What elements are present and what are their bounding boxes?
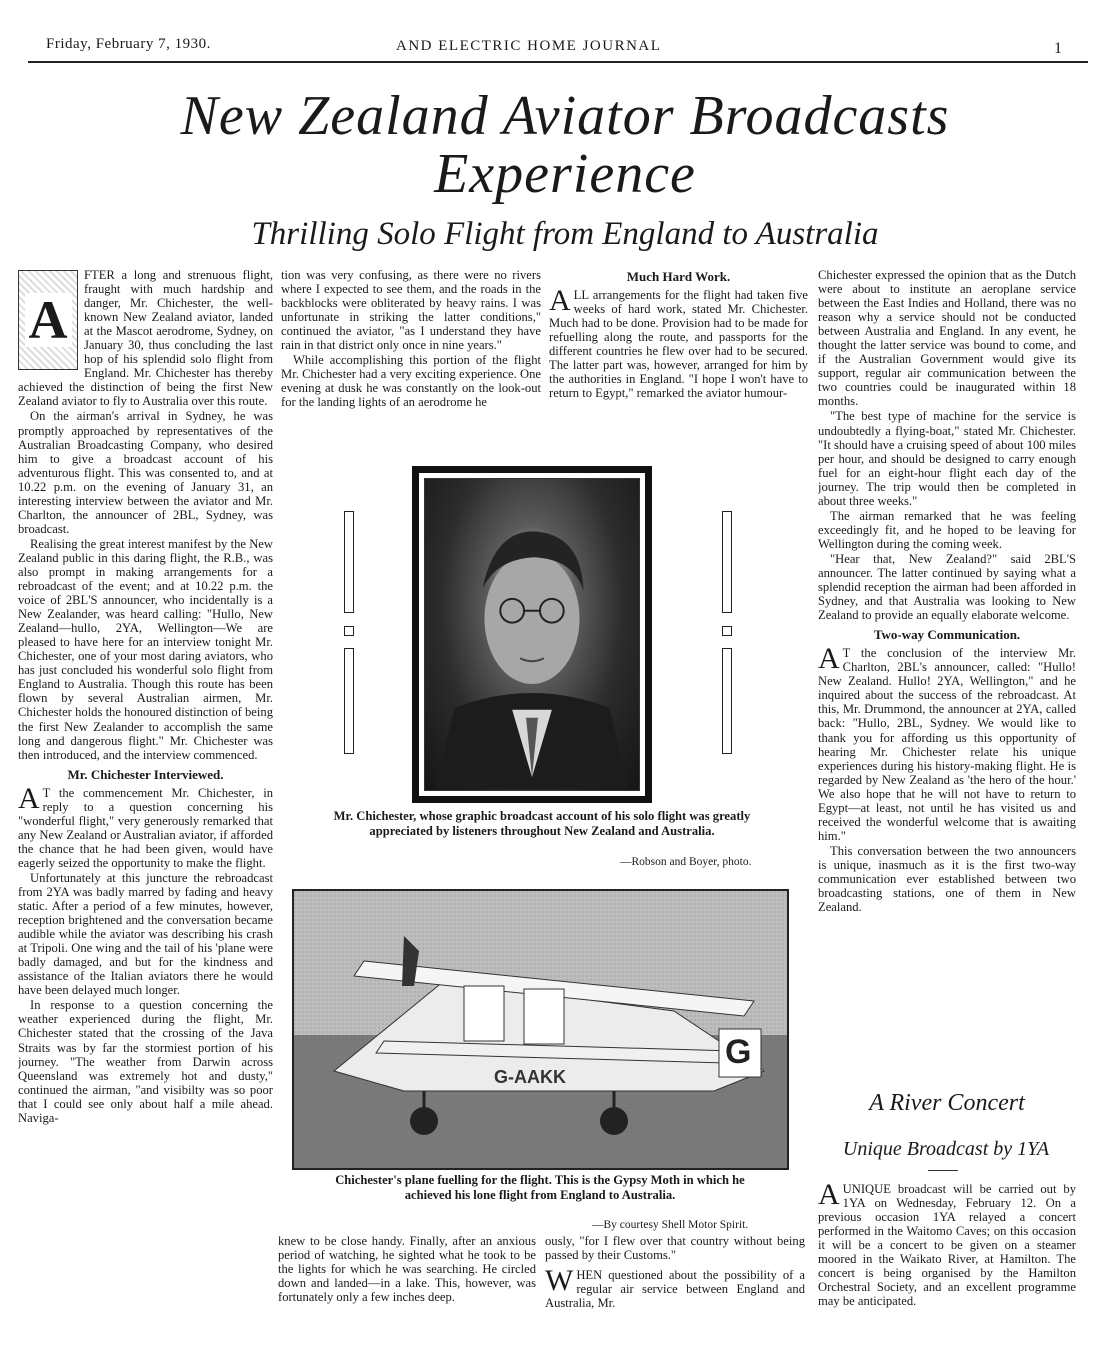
ornament-rule <box>928 1170 958 1171</box>
column-3-top <box>549 268 808 450</box>
registration-label: G-AAKK <box>494 1067 566 1087</box>
page-number: 1 <box>1054 40 1063 57</box>
ornamental-initial: A <box>18 270 78 370</box>
paragraph: This conversation between the two announcers is unique, inasmuch as it is the first two-way communication ever established between two broadcasting stations, one of them in New Zealand. <box>818 843 1076 915</box>
river-concert-title: A River Concert <box>869 1090 1025 1116</box>
paragraph: While accomplishing this portion of the flight Mr. Chichester had a very exciting experience. One evening at dusk he was constantly on the look-out for the landing lights of an aerodrome he <box>281 353 541 410</box>
divider-ornament <box>344 648 354 754</box>
paragraph: On the airman's arrival in Sydney, he was promptly approached by representatives of the Australian Broadcasting Company, who desired him to give a broadcast account of his adventurous flight. This was consented to, and at 10.22 p.m. on the evening of January 31, an interesting interview between the aviator and Mr. Charlton, the announcer of 2BL, Sydney, was broadcast. <box>18 409 273 536</box>
paragraph: Realising the great interest manifest by the New Zealand public in this daring flight, the R.B., was also prompt in making arrangements for a rebroadcast of the event; and at 10.22 p.m. the voice of 2BL'S announcer, who incidentally is a New Zealander, was heard calling: "Hullo, New Zealand—hullo, 2YA, Wellington—We are pleased to have here for an interview tonight Mr. Chichester, one of your most daring aviators, who has just concluded his wonderful solo flight from England to Australia. Though this route has been flown by several Australian airmen, Mr. Chichester holds the honoured distinction of being the first New Zealander to accomplish the same long and dangerous flight." Mr. Chichester was then introduced, and the interview commenced. <box>18 536 273 762</box>
lead-paragraph: FTER a long and strenuous flight, fraught with much hardship and danger, Mr. Chichester, the well-known New Zealand aviator, landed at the Mascot aerodrome, Sydney, on January 30, thus concluding the last hop of his splendid solo flight from England. Mr. Chichester has thereby achieved the distinction of being the first New Zealand aviator to fly to Australia over this route. <box>18 268 273 409</box>
column-1 <box>18 268 273 1348</box>
paragraph: "Hear that, New Zealand?" said 2BL'S announcer. The latter continued by saying what a splendid reception the airman had been afforded in Sydney, and that Australia was looking to New Zealand to provide an equally elaborate welcome. <box>818 551 1076 623</box>
divider-ornament <box>722 626 732 636</box>
paragraph: A T the commencement Mr. Chichester, in reply to a question concerning his "wonderful flight," very generously remarked that any New Zealand or Australian aviator, if afforded the chance that he had been given, would have eagerly seized the opportunity to make the flight. <box>18 781 273 870</box>
headline-line2: Experience <box>434 143 696 205</box>
paragraph: WHEN questioned about the possibility of a regular air service between England and Australia, Mr. <box>545 1264 805 1311</box>
drop-cap: A <box>818 1182 840 1211</box>
section-heading: Mr. Chichester Interviewed. <box>67 766 224 782</box>
paragraph: ously, "for I flew over that country without being passed by their Customs." <box>545 1234 805 1263</box>
paragraph: ALL arrangements for the flight had taken five weeks of hard work, stated Mr. Chichester. Much had to be done. Provision had to be made for refuelling along the route, and passports for the different countries he flew over had to be secured. The latter part was, however, arranged for him by the authorities in England. "I hope I won't have to return to Egypt," remarked the aviator humour- <box>549 284 808 401</box>
column-2-bottom <box>278 1234 536 1349</box>
divider-ornament <box>722 648 732 754</box>
drop-cap: A <box>549 284 571 318</box>
drop-cap: A <box>818 642 840 676</box>
divider-ornament <box>344 626 354 636</box>
paragraph: The airman remarked that he was feeling exceedingly fit, and he hoped to be leaving for Wellington during the coming week. <box>818 508 1076 551</box>
drop-cap: W <box>545 1264 574 1298</box>
issue-date: Friday, February 7, 1930. <box>46 36 211 52</box>
river-concert-body <box>818 1182 1076 1352</box>
paragraph: "The best type of machine for the service is undoubtedly a flying-boat," stated Mr. Chichester. "It should have a cruising speed of about 100 miles per hour, and should be designed to carry enough fuel for an eight-hour flight each day of the journey. The trip would then be completed in about three weeks." <box>818 409 1076 508</box>
paragraph: A T the conclusion of the interview Mr. Charlton, 2BL's announcer, called: "Hullo! New Zealand. Hullo! 2YA, Wellington," and he inquired about the success of the rebroadcast. At this, Mr. Drummond, the announcer at 2YA, called back: "Hullo, 2BL, Sydney. We would like to thank you for affording us this opportunity of hearing Mr. Chichester relate his unique experiences during his history-making flight. He is regarded by New Zealand as 'the hero of the hour.' We also hope that he will not have to return to Egypt—at least, not until he has visited us and received the wonderful welcome that is awaiting him." <box>818 642 1076 843</box>
header-rule <box>28 61 1088 63</box>
aircraft-photo <box>292 889 789 1170</box>
divider-ornament <box>722 511 732 613</box>
column-3-bottom <box>545 1234 805 1349</box>
aircraft-illustration <box>294 891 789 1170</box>
portrait-caption: Mr. Chichester, whose graphic broadcast account of his solo flight was greatly appreciated by listeners throughout New Zealand and Australia. <box>333 809 751 838</box>
column-2-top <box>281 268 541 450</box>
paragraph: Chichester expressed the opinion that as the Dutch were about to institute an aeroplane service between the East Indies and Holland, there was no reason why a service should not be conducted between Australia and England. In any event, he thought the latter service was bound to come, and if the Australian Government would give its support, regular air communication between the two countries could be inaugurated within 18 months. <box>818 268 1076 409</box>
portrait-photo <box>412 466 652 803</box>
headline-line1: New Zealand Aviator Broadcasts <box>180 85 950 147</box>
river-concert-subtitle: Unique Broadcast by 1YA <box>842 1138 1050 1160</box>
drop-cap: A <box>18 781 40 815</box>
paragraph: tion was very confusing, as there were no rivers where I expected to see them, and the roads in the backblocks were obliterated by heavy rains. I was unfortunate in striking the latter conditions," continued the aviator, "as I understand they have rain in that district only once in nine years." <box>281 268 541 353</box>
paragraph: knew to be close handy. Finally, after an anxious period of watching, he sighted what he took to be the lights for which he was searching. He circled down and landed—in a lake. This, however, was fortunately only a few inches deep. <box>278 1234 536 1305</box>
portrait-credit: —Robson and Boyer, photo. <box>620 856 752 868</box>
paragraph: In response to a question concerning the weather experienced during the flight, Mr. Chichester stated that the crossing of the Java Straits was by far the stormiest portion of his journey. "The weather from Darwin across Queensland was extremely hot and dusty," continued the airman, "and visibilty was so poor that I could see only about half a mile ahead. Naviga- <box>18 998 273 1125</box>
paragraph: Unfortunately at this juncture the rebroadcast from 2YA was badly marred by fading and heavy static. After a period of a few minutes, however, reception brightened and the conversation became audible while the aviator was describing his crash at Tripoli. One wing and the tail of his 'plane were badly damaged, and but for the kindness and assistance of the Italian aviators there he would have been delayed much longer. <box>18 870 273 998</box>
column-4 <box>818 268 1076 1060</box>
portrait-illustration <box>425 479 639 790</box>
journal-name: AND ELECTRIC HOME JOURNAL <box>396 38 662 54</box>
section-heading: Much Hard Work. <box>626 269 731 284</box>
headline-subtitle: Thrilling Solo Flight from England to Australia <box>251 216 879 252</box>
tail-letter: G <box>725 1033 752 1071</box>
aircraft-caption: Chichester's plane fuelling for the flight. This is the Gypsy Moth in which he achieved his lone flight from England to Australia. <box>335 1173 745 1202</box>
divider-ornament <box>344 511 354 613</box>
section-heading: Two-way Communication. <box>873 627 1021 643</box>
aircraft-credit: —By courtesy Shell Motor Spirit. <box>592 1219 749 1231</box>
paragraph: AUNIQUE broadcast will be carried out by 1YA on Wednesday, February 12. On a previous occasion 1YA relayed a concert performed in the Waitomo Caves; on this occasion it will be a concert to be given on a steamer moored in the Waikato River, at Hamilton. The concert is being organised by the Hamilton Orchestral Society, and an excellent programme may be anticipated. <box>818 1182 1076 1309</box>
